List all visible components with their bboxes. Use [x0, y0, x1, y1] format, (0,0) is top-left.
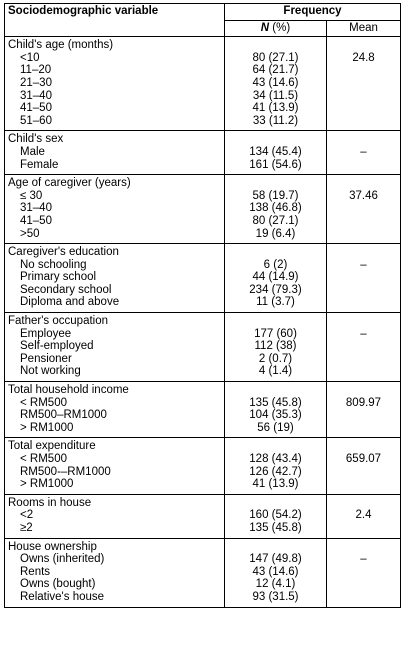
header-row: [5, 4, 401, 21]
row-label: 41–50: [20, 214, 52, 227]
section-mean-cell: [327, 37, 401, 131]
row-value: 12 (4.1): [255, 578, 296, 591]
section-title: Total expenditure: [8, 440, 96, 453]
section-mean-cell: [327, 131, 401, 175]
row-value: 33 (11.2): [252, 114, 299, 127]
row-value: 4 (1.4): [258, 365, 293, 378]
row-label: Owns (bought): [20, 578, 96, 591]
header-variable: Sociodemographic variable: [5, 4, 225, 37]
section-row: [5, 175, 401, 244]
row-label: Male: [20, 145, 45, 158]
row-value: 19 (6.4): [255, 227, 296, 240]
section-values: [225, 131, 327, 175]
section-mean-cell: [327, 494, 401, 538]
section-mean-cell: [327, 244, 401, 313]
section-values: [225, 538, 327, 607]
section-mean-cell: [327, 313, 401, 382]
row-label: No schooling: [20, 258, 87, 271]
section-mean: 659.07: [345, 453, 382, 465]
row-label: 51–60: [20, 114, 52, 127]
row-value: 6 (2): [263, 258, 288, 271]
row-value: 43 (14.6): [252, 565, 299, 578]
row-value: 126 (42.7): [249, 465, 302, 478]
row-value: 43 (14.6): [252, 76, 299, 89]
row-value: 56 (19): [257, 421, 294, 434]
row-value: 135 (45.8): [249, 396, 302, 409]
row-label: 21–30: [20, 76, 52, 89]
row-value: 80 (27.1): [252, 214, 299, 227]
section-title: Total household income: [8, 384, 129, 397]
row-label: Self-employed: [20, 340, 94, 353]
row-label: Not working: [20, 365, 81, 378]
section-title: Age of caregiver (years): [8, 177, 131, 190]
row-label: 11–20: [20, 64, 52, 77]
header-frequency: Frequency: [225, 4, 401, 21]
row-value: 134 (45.4): [249, 145, 302, 158]
row-label: Diploma and above: [20, 296, 120, 309]
row-value: 128 (43.4): [249, 453, 302, 465]
row-value: 44 (14.9): [252, 271, 299, 284]
row-label: RM500–RM1000: [20, 409, 107, 422]
section-labels: [5, 313, 225, 382]
row-value: 34 (11.5): [252, 89, 299, 102]
section-mean-cell: [327, 175, 401, 244]
section-mean-cell: [327, 538, 401, 607]
row-value: 41 (13.9): [252, 478, 299, 491]
section-row: [5, 382, 401, 438]
row-label: Secondary school: [20, 283, 112, 296]
section-title: Child's sex: [8, 133, 64, 146]
row-label: Rents: [20, 565, 51, 578]
table-body: [5, 37, 401, 607]
subheader-n: N: [260, 21, 270, 34]
section-mean: –: [360, 553, 367, 566]
row-value: 161 (54.6): [249, 158, 302, 171]
section-mean: –: [360, 145, 367, 158]
row-value: 234 (79.3): [249, 283, 302, 296]
section-mean: 24.8: [352, 51, 375, 64]
section-labels: [5, 37, 225, 131]
row-label: ≤ 30: [20, 189, 43, 202]
section-values: [225, 382, 327, 438]
row-label: Owns (inherited): [20, 553, 105, 566]
section-row: [5, 438, 401, 494]
row-value: 2 (0.7): [258, 352, 293, 365]
section-labels: [5, 175, 225, 244]
row-label: <2: [20, 509, 34, 522]
section-title: Father's occupation: [8, 315, 109, 328]
sociodemographic-table: [4, 3, 401, 608]
section-labels: [5, 538, 225, 607]
row-label: >50: [20, 227, 40, 240]
section-row: [5, 37, 401, 131]
subheader-pct: (%): [269, 21, 291, 34]
row-label: 31–40: [20, 89, 52, 102]
row-value: 147 (49.8): [249, 553, 302, 566]
section-mean: 809.97: [345, 396, 382, 409]
section-mean: 2.4: [355, 509, 372, 522]
section-title: Caregiver's education: [8, 246, 119, 259]
row-label: Pensioner: [20, 352, 72, 365]
row-value: 104 (35.3): [249, 409, 302, 422]
row-label: Relative's house: [20, 590, 105, 603]
section-values: [225, 438, 327, 494]
section-values: [225, 313, 327, 382]
section-row: [5, 313, 401, 382]
row-label: 31–40: [20, 202, 52, 215]
section-labels: [5, 438, 225, 494]
section-labels: [5, 494, 225, 538]
section-mean-cell: [327, 438, 401, 494]
row-label: ≥2: [20, 521, 33, 534]
section-values: [225, 37, 327, 131]
row-value: 177 (60): [254, 327, 297, 340]
row-value: 64 (21.7): [252, 64, 299, 77]
section-values: [225, 244, 327, 313]
section-mean: –: [360, 258, 367, 271]
row-value: 41 (13.9): [252, 102, 299, 115]
row-label: <10: [20, 51, 40, 64]
section-labels: [5, 244, 225, 313]
section-mean-cell: [327, 382, 401, 438]
section-row: [5, 244, 401, 313]
row-value: 138 (46.8): [249, 202, 302, 215]
row-label: > RM1000: [20, 478, 74, 491]
row-value: 112 (38): [254, 340, 297, 353]
subheader-mean: Mean: [327, 20, 401, 37]
section-values: [225, 175, 327, 244]
section-title: Child's age (months): [8, 39, 114, 52]
section-labels: [5, 382, 225, 438]
row-label: RM500-–RM1000: [20, 465, 111, 478]
row-label: Female: [20, 158, 59, 171]
subheader-n-pct: [225, 20, 327, 37]
row-label: 41–50: [20, 102, 52, 115]
row-label: Employee: [20, 327, 72, 340]
section-title: Rooms in house: [8, 496, 92, 509]
section-row: [5, 131, 401, 175]
row-value: 160 (54.2): [249, 509, 302, 522]
section-values: [225, 494, 327, 538]
section-labels: [5, 131, 225, 175]
row-value: 11 (3.7): [256, 296, 295, 309]
section-row: [5, 494, 401, 538]
section-mean: 37.46: [349, 189, 378, 202]
section-mean: –: [360, 327, 367, 340]
row-value: 58 (19.7): [252, 189, 299, 202]
section-title: House ownership: [8, 540, 97, 553]
row-label: < RM500: [20, 453, 67, 465]
row-value: 135 (45.8): [249, 521, 302, 534]
row-value: 80 (27.1): [252, 51, 299, 64]
row-label: Primary school: [20, 271, 97, 284]
row-label: > RM1000: [20, 421, 74, 434]
section-row: [5, 538, 401, 607]
row-value: 93 (31.5): [252, 590, 299, 603]
row-label: < RM500: [20, 396, 67, 409]
